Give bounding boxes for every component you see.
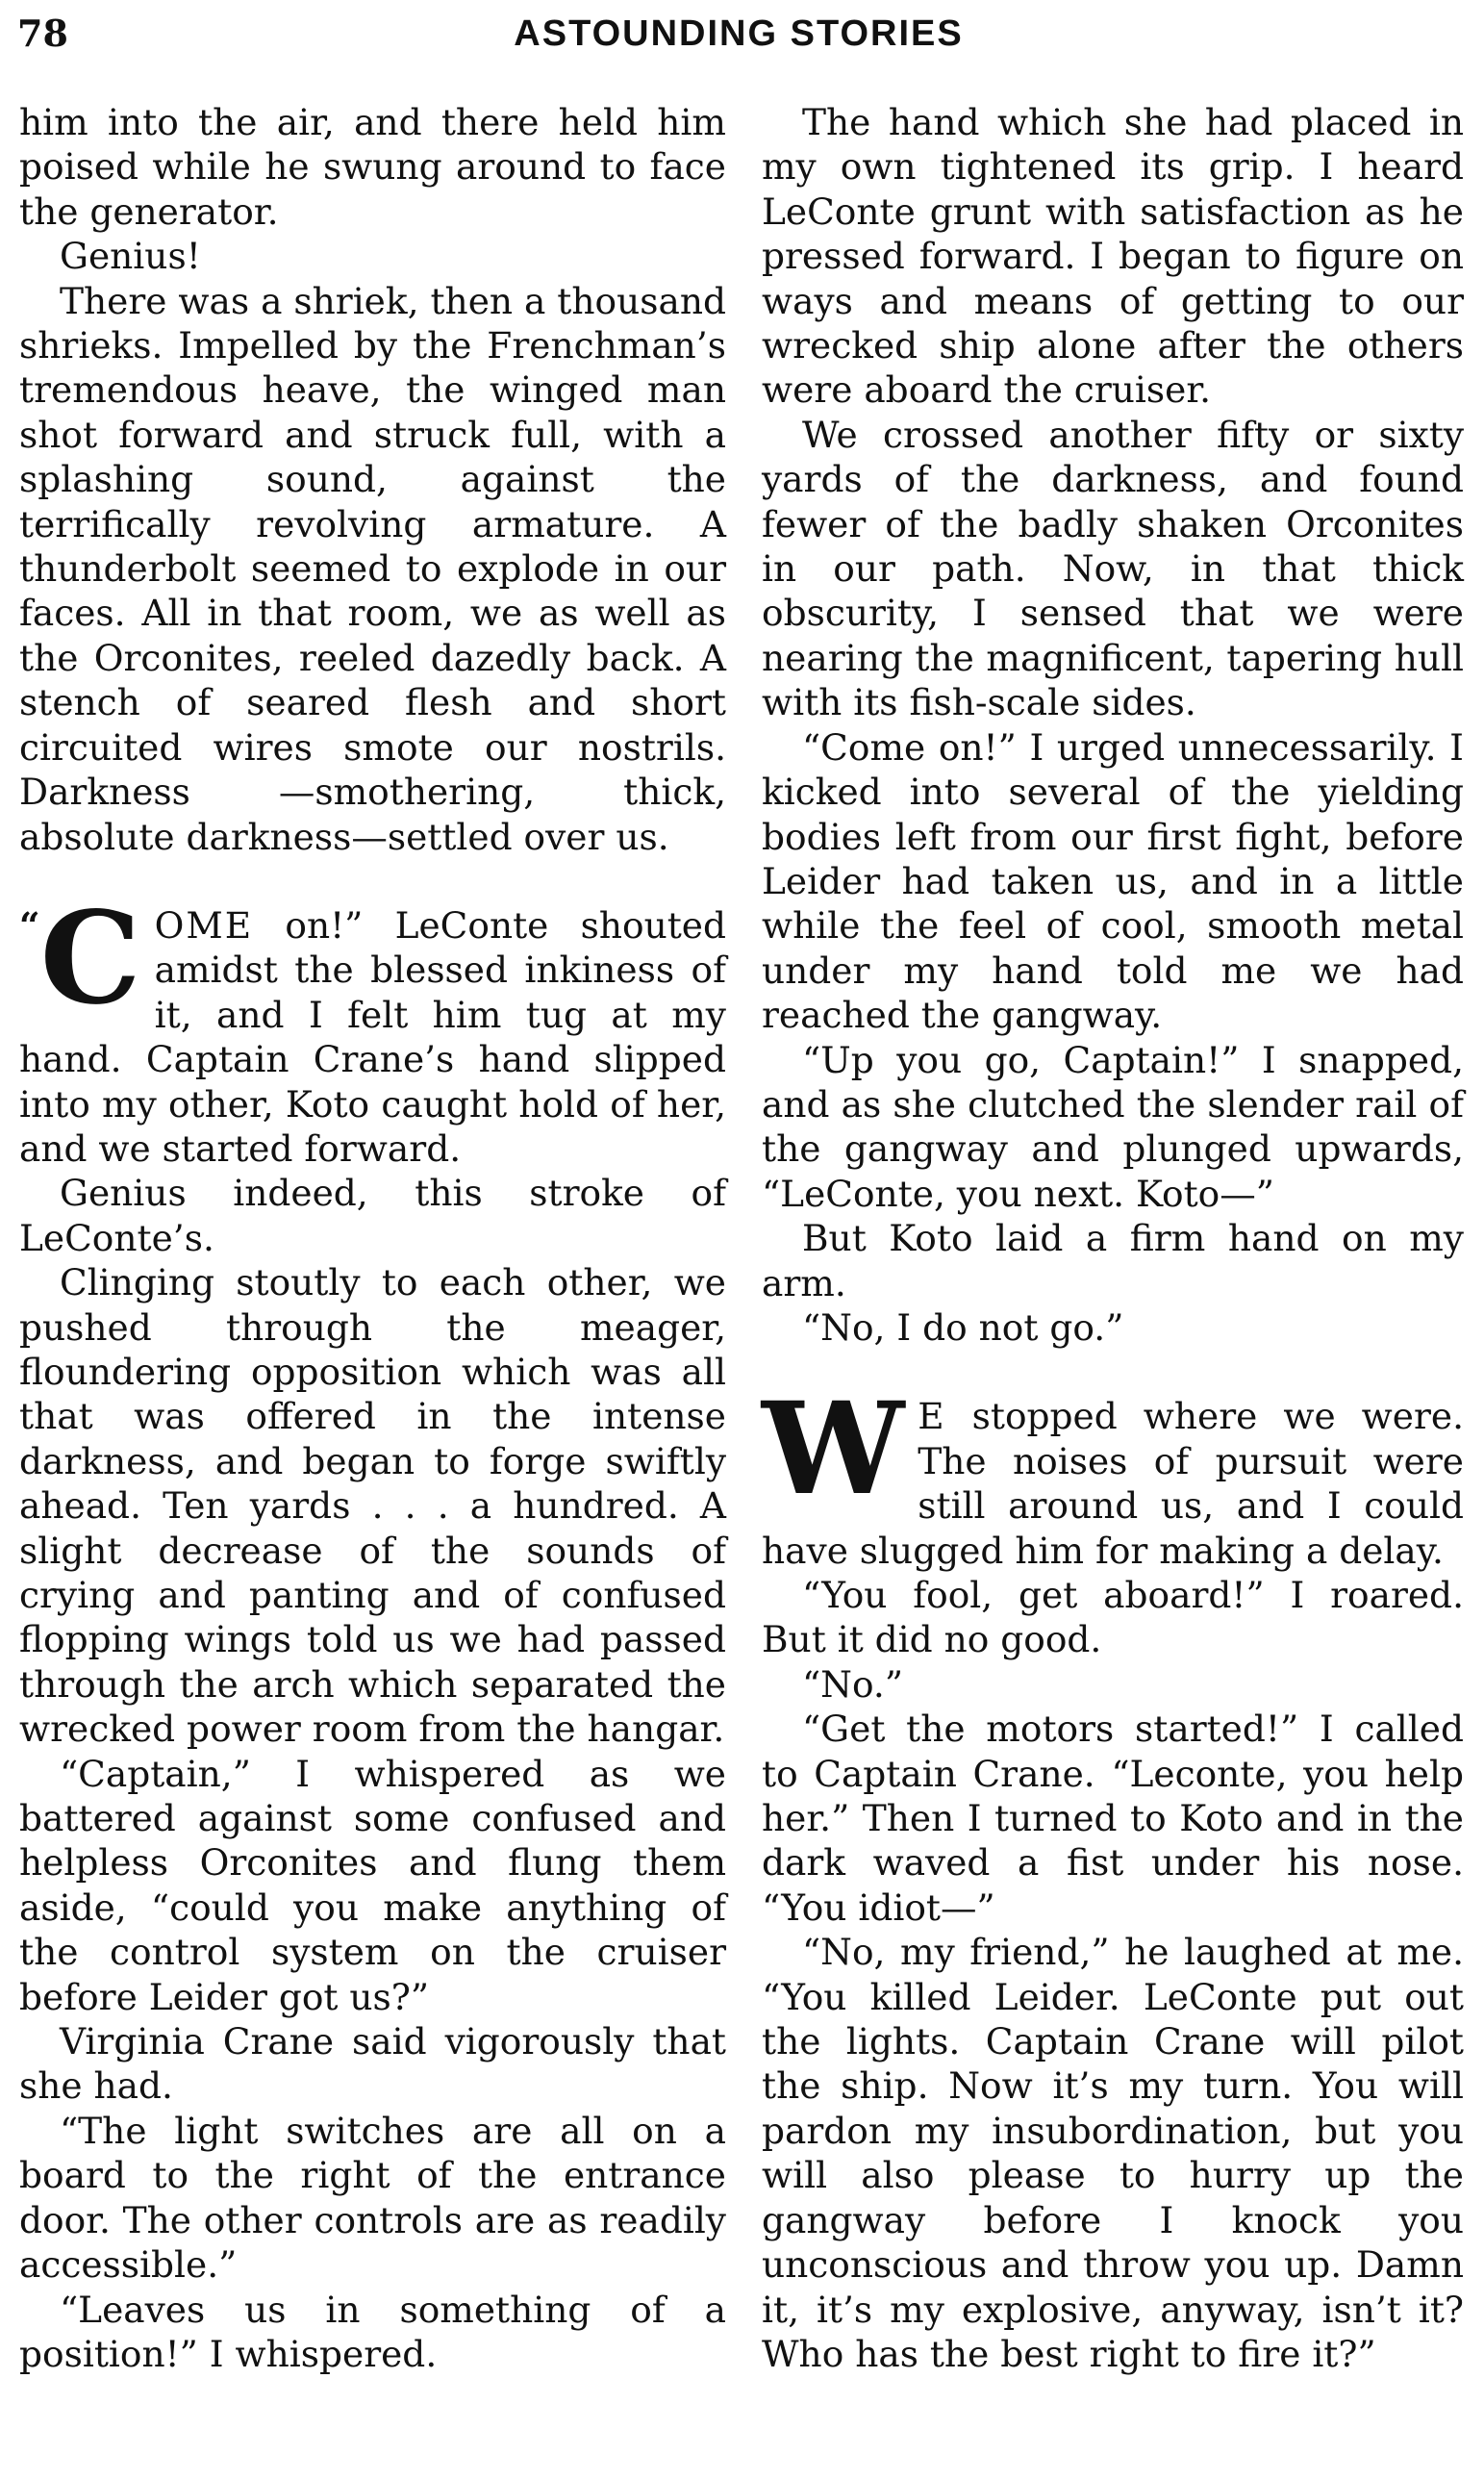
paragraph: The hand which she had placed in my own tightened its grip. I heard LeConte grunt with satisfaction as he pressed forward. I began to figure on ways and means of getting to our wrecked ship alone after the others were aboard the cruiser. bbox=[762, 101, 1464, 412]
paragraph: “No, my friend,” he laughed at me. “You killed Leider. LeConte put out the lights. Captain Crane will pilot the ship. Now it’s my turn. You will pardon my insubordination, but you will also please to hurry up the gangway before I knock you unconscious and throw you up. Damn it, it’s my explosive, anyway, isn’t it? Who has the best right to fire it?” bbox=[762, 1931, 1464, 2375]
small-caps-lead: E bbox=[918, 1395, 946, 1438]
section-opening-paragraph bbox=[19, 883, 726, 1171]
paragraph: him into the air, and there held him poised while he swung around to face the generator. bbox=[19, 101, 726, 233]
paragraph: “Up you go, Captain!” I snapped, and as she clutched the slender rail of the gangway and plunged upwards, “LeConte, you next. Koto—” bbox=[762, 1038, 1464, 1215]
left-column bbox=[19, 100, 726, 2376]
paragraph: “Captain,” I whispered as we battered against some confused and helpless Orconites and flung them aside, “could you make anything of the control system on the cruiser before Leider got us?” bbox=[19, 1752, 726, 2018]
opening-quote-mark: “ bbox=[19, 903, 40, 947]
paragraph: Genius! bbox=[60, 235, 201, 278]
paragraph: “Leaves us in something of a position!” I whispered. bbox=[19, 2288, 726, 2375]
page-header bbox=[17, 10, 1460, 67]
right-column bbox=[762, 100, 1464, 2376]
paragraph: “The light switches are all on a board to the right of the entrance door. The other controls are as readily accessible.” bbox=[19, 2109, 726, 2287]
paragraph-text: on!” LeConte shouted amidst the blessed inkiness of it, and I felt him tug at my hand. Captain Crane’s hand slipped into my other, Koto caught hold of her, and we started forward. bbox=[19, 903, 726, 1170]
paragraph-text: stopped where we were. The noises of pursuit were still around us, and I could have slugged him for making a delay. bbox=[762, 1395, 1464, 1572]
paragraph: Clinging stoutly to each other, we pushed through the meager, floundering opposition which was all that was offered in the intense darkness, and began to forge swiftly ahead. Ten yards . . . a hundred. A slight decrease of the sounds of crying and panting and of confused flopping wings told us we had passed through the arch which separated the wrecked power room from the hangar. bbox=[19, 1261, 726, 1751]
running-head: ASTOUNDING STORIES bbox=[514, 13, 964, 54]
paragraph: But Koto laid a firm hand on my arm. bbox=[762, 1217, 1464, 1304]
small-caps-lead: OME bbox=[154, 903, 254, 947]
page-number: 78 bbox=[17, 12, 68, 55]
paragraph: “Get the motors started!” I called to Captain Crane. “Leconte, you help her.” Then I turned to Koto and in the dark waved a fist under his nose. “You idiot—” bbox=[762, 1708, 1464, 1929]
paragraph: Genius indeed, this stroke of LeConte’s. bbox=[19, 1172, 726, 1259]
paragraph: “You fool, get aboard!” I roared. But it did no good. bbox=[762, 1574, 1464, 1661]
paragraph: “No.” bbox=[802, 1662, 903, 1706]
paragraph: “No, I do not go.” bbox=[802, 1305, 1124, 1349]
section-opening-paragraph bbox=[762, 1375, 1464, 1573]
drop-cap: W bbox=[762, 1375, 905, 1525]
paragraph: Virginia Crane said vigorously that she had. bbox=[19, 2020, 726, 2108]
paragraph: “Come on!” I urged unnecessarily. I kicked into several of the yielding bodies left from our first fight, before Leider had taken us, and in a little while the feel of cool, smooth metal under my hand told me we had reached the gangway. bbox=[762, 725, 1464, 1037]
drop-cap: C bbox=[39, 883, 141, 1033]
paragraph: We crossed another fifty or sixty yards of the darkness, and found fewer of the badly shaken Orconites in our path. Now, in that thick obscurity, I sensed that we were nearing the magnificent, tapering hull with its fish-scale sides. bbox=[762, 413, 1464, 724]
paragraph: There was a shriek, then a thousand shrieks. Impelled by the Frenchman’s tremendous heave, the winged man shot forward and struck full, with a splashing sound, against the terrifically revolving armature. A thunderbolt seemed to explode in our faces. All in that room, we as well as the Orconites, reeled dazedly back. A stench of seared flesh and short circuited wires smote our nostrils. Darkness —smothering, thick, absolute darkness—settled over us. bbox=[19, 279, 726, 858]
